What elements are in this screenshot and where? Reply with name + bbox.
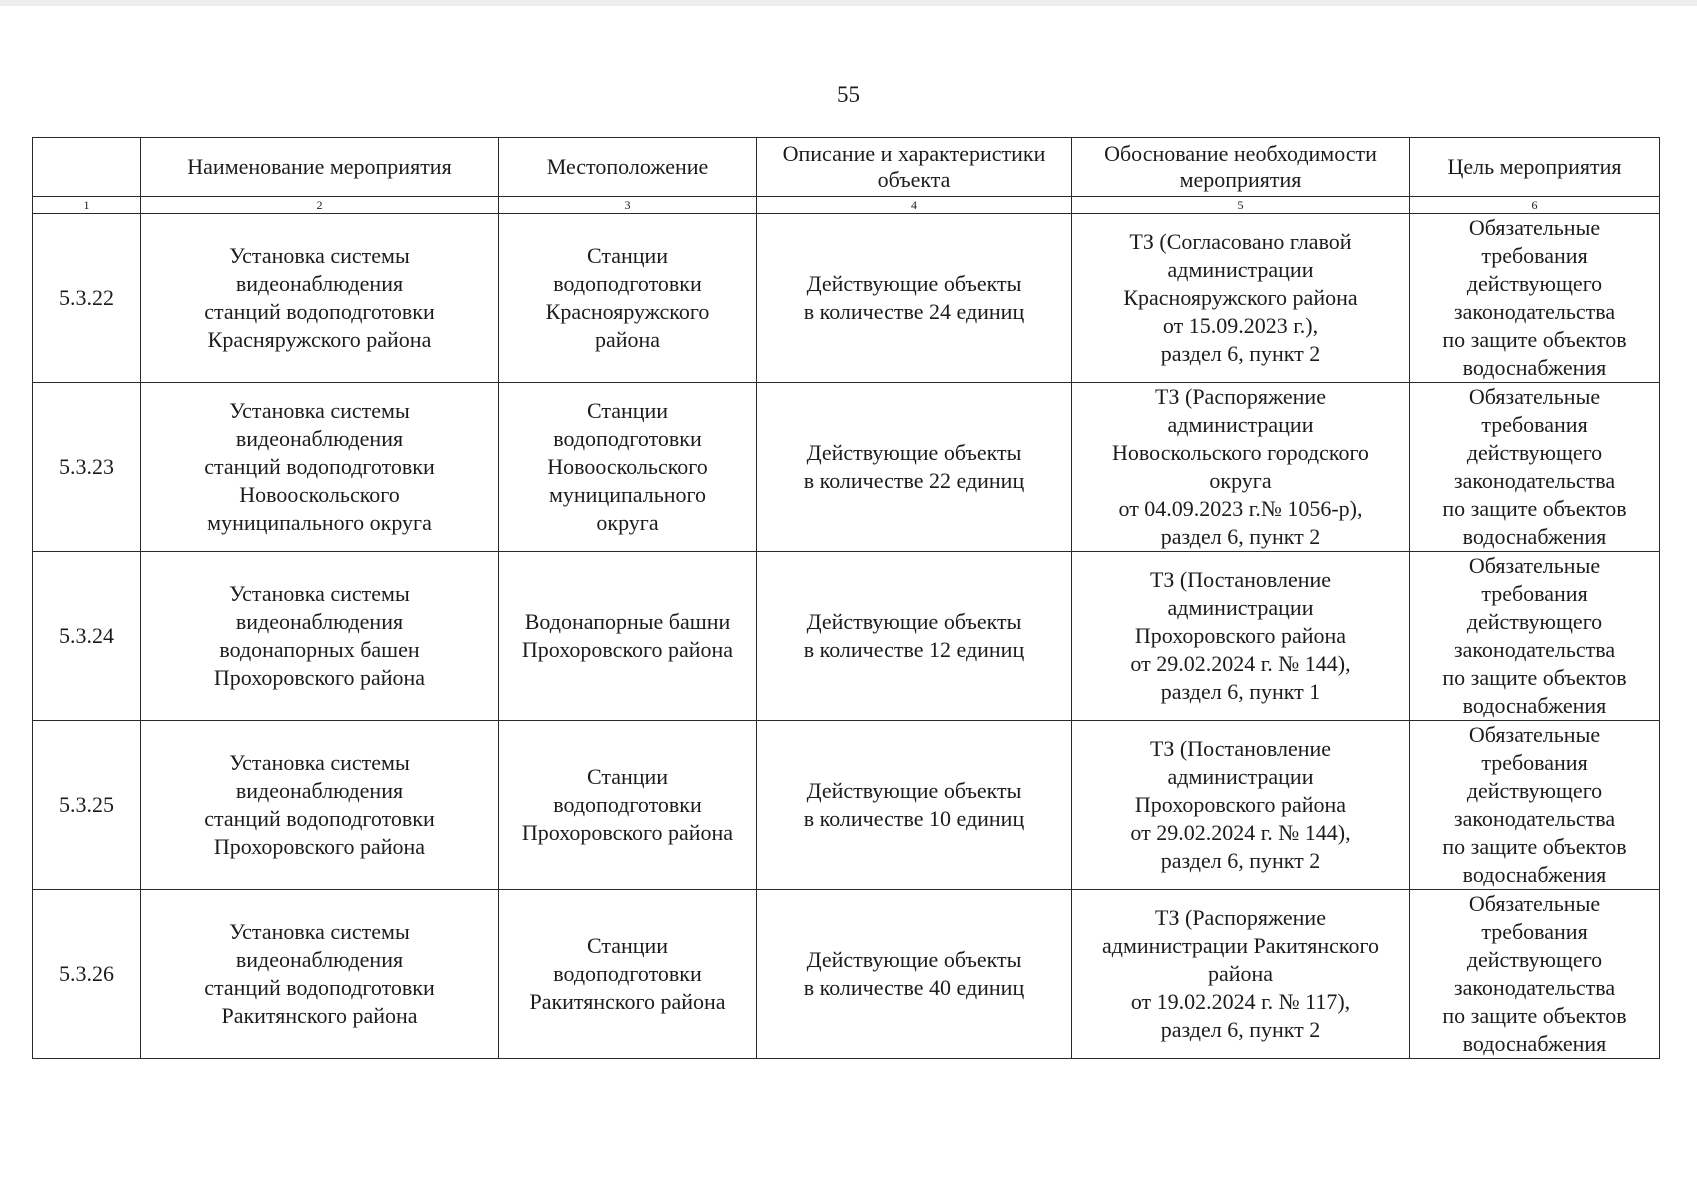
- row-name: Установка системы видеонаблюдения водонапорных башен Прохоровского района: [141, 552, 499, 721]
- column-number-row: [33, 197, 1660, 214]
- row-name: Установка системы видеонаблюдения станций водоподготовки Новооскольского муниципального округа: [141, 383, 499, 552]
- row-description: Действующие объекты в количестве 10 единиц: [757, 721, 1072, 890]
- row-purpose: Обязательные требования действующего законодательства по защите объектов водоснабжения: [1410, 890, 1660, 1059]
- row-justification: ТЗ (Постановление администрации Прохоровского района от 29.02.2024 г. № 144), раздел 6, пункт 1: [1072, 552, 1410, 721]
- header-cell-purpose: Цель мероприятия: [1410, 138, 1660, 197]
- table-row: [33, 890, 1660, 1059]
- header-cell-location: Местоположение: [499, 138, 757, 197]
- row-description: Действующие объекты в количестве 22 единиц: [757, 383, 1072, 552]
- header-cell-description: Описание и характеристики объекта: [757, 138, 1072, 197]
- row-justification: ТЗ (Распоряжение администрации Ракитянского района от 19.02.2024 г. № 117), раздел 6, пункт 2: [1072, 890, 1410, 1059]
- row-number: 5.3.23: [33, 383, 141, 552]
- row-justification: ТЗ (Согласовано главой администрации Краснояружского района от 15.09.2023 г.), раздел 6, пункт 2: [1072, 214, 1410, 383]
- row-name: Установка системы видеонаблюдения станций водоподготовки Красняружского района: [141, 214, 499, 383]
- row-number: 5.3.26: [33, 890, 141, 1059]
- table-row: [33, 721, 1660, 890]
- row-justification: ТЗ (Постановление администрации Прохоровского района от 29.02.2024 г. № 144), раздел 6, пункт 2: [1072, 721, 1410, 890]
- column-number: 1: [33, 197, 141, 214]
- row-purpose: Обязательные требования действующего законодательства по защите объектов водоснабжения: [1410, 383, 1660, 552]
- row-location: Водонапорные башни Прохоровского района: [499, 552, 757, 721]
- row-location: Станции водоподготовки Краснояружского района: [499, 214, 757, 383]
- table-row: [33, 214, 1660, 383]
- row-location: Станции водоподготовки Новооскольского муниципального округа: [499, 383, 757, 552]
- row-description: Действующие объекты в количестве 40 единиц: [757, 890, 1072, 1059]
- row-number: 5.3.25: [33, 721, 141, 890]
- row-description: Действующие объекты в количестве 12 единиц: [757, 552, 1072, 721]
- row-number: 5.3.22: [33, 214, 141, 383]
- page-number: 55: [837, 82, 860, 107]
- row-description: Действующие объекты в количестве 24 единиц: [757, 214, 1072, 383]
- header-cell-justification: Обоснование необходимости мероприятия: [1072, 138, 1410, 197]
- column-number: 3: [499, 197, 757, 214]
- row-location: Станции водоподготовки Ракитянского района: [499, 890, 757, 1059]
- table-row: [33, 383, 1660, 552]
- table-header-row: [33, 138, 1660, 197]
- row-purpose: Обязательные требования действующего законодательства по защите объектов водоснабжения: [1410, 552, 1660, 721]
- column-number: 6: [1410, 197, 1660, 214]
- row-purpose: Обязательные требования действующего законодательства по защите объектов водоснабжения: [1410, 721, 1660, 890]
- table-row: [33, 552, 1660, 721]
- scan-edge: [0, 0, 1697, 6]
- row-location: Станции водоподготовки Прохоровского района: [499, 721, 757, 890]
- row-number: 5.3.24: [33, 552, 141, 721]
- measures-table: [32, 137, 1660, 1059]
- row-purpose: Обязательные требования действующего законодательства по защите объектов водоснабжения: [1410, 214, 1660, 383]
- row-name: Установка системы видеонаблюдения станций водоподготовки Прохоровского района: [141, 721, 499, 890]
- column-number: 5: [1072, 197, 1410, 214]
- row-name: Установка системы видеонаблюдения станций водоподготовки Ракитянского района: [141, 890, 499, 1059]
- row-justification: ТЗ (Распоряжение администрации Новоскольского городского округа от 04.09.2023 г.№ 1056-р), раздел 6, пункт 2: [1072, 383, 1410, 552]
- column-number: 2: [141, 197, 499, 214]
- header-cell-name: Наименование мероприятия: [141, 138, 499, 197]
- header-cell-number: [33, 138, 141, 197]
- column-number: 4: [757, 197, 1072, 214]
